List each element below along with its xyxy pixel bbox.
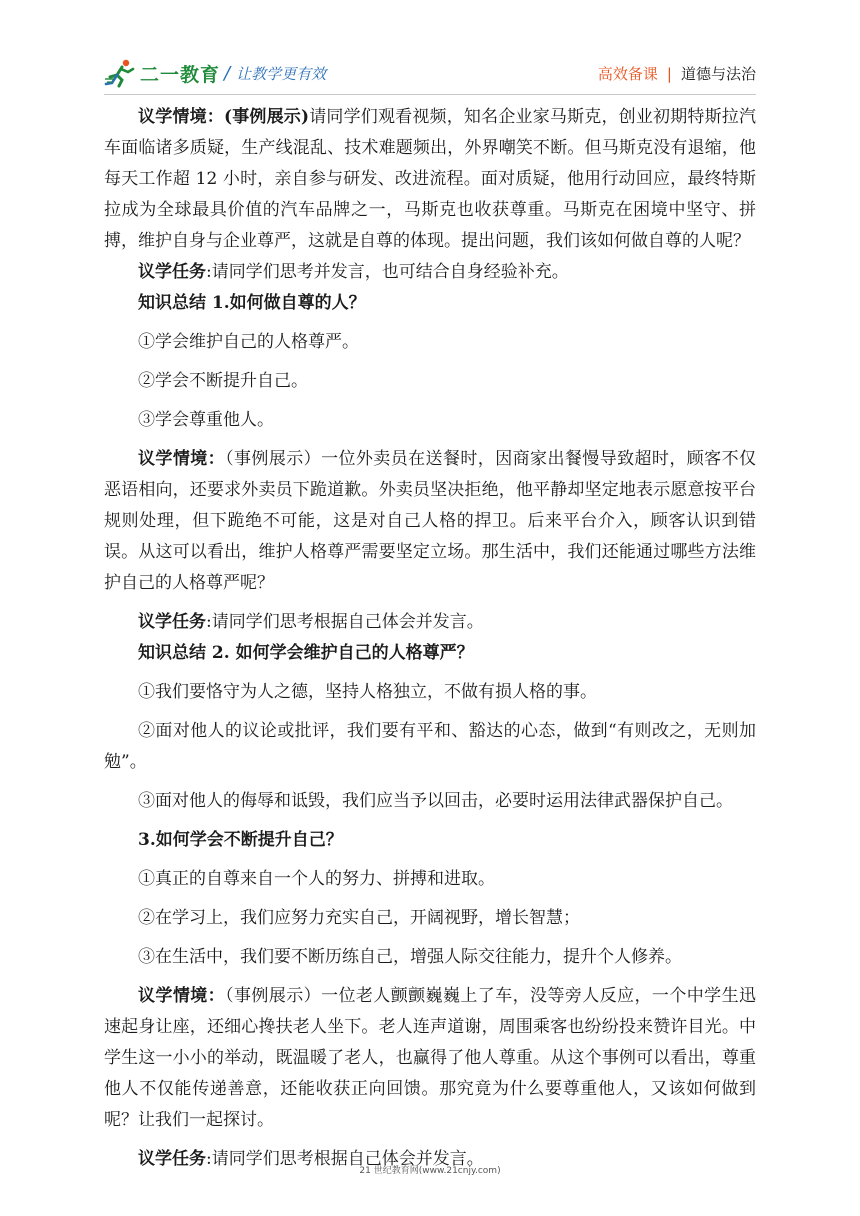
task-text: :请同学们思考根据自己体会并发言。 xyxy=(206,1149,484,1169)
scenario-text: （事例展示）一位老人颤颤巍巍上了车，没等旁人反应，一个中学生迅速起身让座，还细心搀扶老人坐下。老人连声道谢，周围乘客也纷纷投来赞许目光。中学生这一小小的举动，既温暖了老人，也赢得了他人尊重。从这个事例可以看出，尊重他人不仅能传递善意，还能收获正向回馈。那究竟为什么要尊重他人，又该如何做到呢？让我们一起探讨。 xyxy=(104,986,757,1130)
scenario-text: （事例展示）一位外卖员在送餐时，因商家出餐慢导致超时，顾客不仅恶语相向，还要求外卖员下跪道歉。外卖员坚决拒绝，他平静却坚定地表示愿意按平台规则处理，但下跪绝不可能，这是对自己人格的捍卫。后来平台介入，顾客认识到错误。从这可以看出，维护人格尊严需要坚定立场。那生活中，我们还能通过哪些方法维护自己的人格尊严呢？ xyxy=(104,449,757,593)
summary-point: ②在学习上，我们应努力充实自己，开阔视野，增长智慧； xyxy=(138,908,580,928)
header-label: 高效备课 xyxy=(597,65,658,83)
scenario-label: 议学情境： xyxy=(138,449,226,469)
logo-slash: / xyxy=(224,62,231,84)
paragraph-scenario-1 xyxy=(104,102,756,257)
site-logo xyxy=(104,58,326,88)
scenario-text: 请同学们观看视频，知名企业家马斯克，创业初期特斯拉汽车面临诸多质疑，生产线混乱、技术难题频出，外界嘲笑不断。但马斯克没有退缩，他每天工作超 12 小时，亲自参与研发、改进流程。面对质疑，他用行动回应，最终特斯拉成为全球最具价值的汽车品牌之一，马斯克也收获尊重。马斯克在困境中坚守、拼搏，维护自身与企业尊严，这就是自尊的体现。提出问题，我们该如何做自尊的人呢？ xyxy=(104,107,757,251)
summary-point: ③面对他人的侮辱和诋毁，我们应当予以回击，必要时运用法律武器保护自己。 xyxy=(138,791,733,811)
scenario-label: 议学情境：(事例展示) xyxy=(138,107,310,127)
logo-text: 二一教育 xyxy=(140,63,221,86)
header-subject: 道德与法治 xyxy=(680,65,756,83)
page-header xyxy=(0,0,860,100)
task-text: :请同学们思考根据自己体会并发言。 xyxy=(206,612,484,632)
summary-point: ①真正的自尊来自一个人的努力、拼搏和进取。 xyxy=(138,869,495,889)
summary-point: ②面对他人的议论或批评，我们要有平和、豁达的心态，做到“有则改之，无则加勉”。 xyxy=(104,721,756,772)
header-divider: | xyxy=(666,64,672,83)
paragraph-scenario-3 xyxy=(104,981,756,1136)
task-label: 议学任务 xyxy=(138,262,206,282)
header-divider-line xyxy=(104,94,756,95)
header-right xyxy=(598,63,756,84)
logo-slogan: 让教学更有效 xyxy=(236,64,327,83)
summary-heading-2: 知识总结 2. 如何学会维护自己的人格尊严？ xyxy=(138,643,474,663)
document-body xyxy=(104,102,756,1175)
summary-point: ②学会不断提升自己。 xyxy=(138,371,308,391)
task-label: 议学任务 xyxy=(138,612,206,632)
summary-heading-1: 知识总结 1.如何做自尊的人？ xyxy=(138,293,366,313)
summary-point: ①我们要恪守为人之德，坚持人格独立，不做有损人格的事。 xyxy=(138,682,597,702)
task-label: 议学任务 xyxy=(138,1149,206,1169)
paragraph-task-2 xyxy=(104,607,756,638)
paragraph-scenario-2 xyxy=(104,444,756,599)
summary-point: ①学会维护自己的人格尊严。 xyxy=(138,332,359,352)
paragraph-task-1 xyxy=(104,257,756,288)
scenario-label: 议学情境： xyxy=(138,986,226,1006)
task-text: :请同学们思考并发言，也可结合自身经验补充。 xyxy=(206,262,569,282)
page-footer: 21 世纪教育网(www.21cnjy.com) xyxy=(359,1166,501,1176)
summary-point: ③在生活中，我们要不断历练自己，增强人际交往能力，提升个人修养。 xyxy=(138,947,682,967)
summary-point: ③学会尊重他人。 xyxy=(138,410,274,430)
summary-heading-3: 3.如何学会不断提升自己？ xyxy=(138,830,343,850)
runner-logo-icon xyxy=(104,58,138,88)
